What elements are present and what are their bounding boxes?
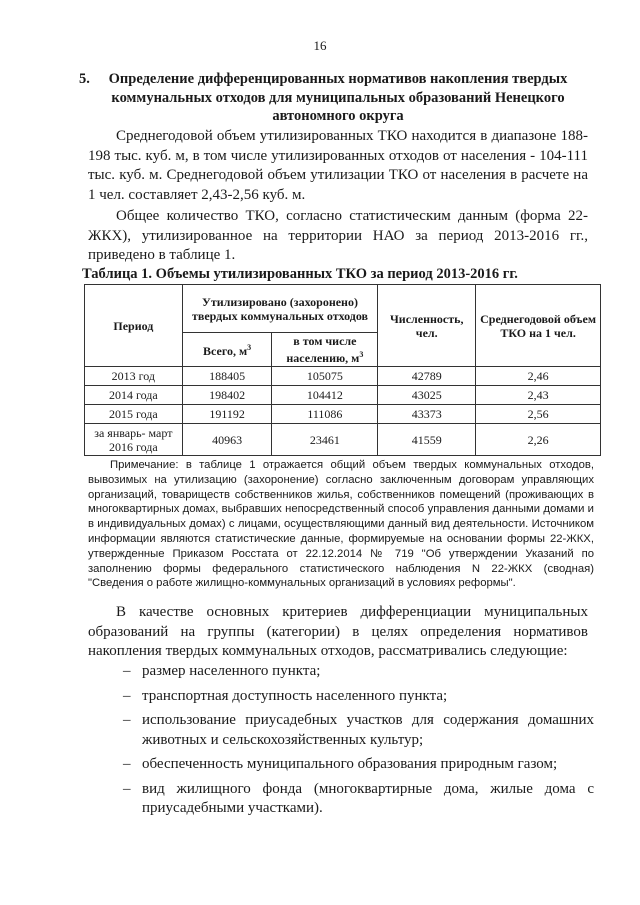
cell-period: 2015 года (85, 405, 183, 424)
list-item (123, 687, 594, 707)
list-dash: – (123, 687, 131, 704)
utilization-table (84, 284, 601, 456)
cell-avg: 2,26 (476, 424, 601, 456)
cell-count: 41559 (378, 424, 476, 456)
cell-count: 43025 (378, 386, 476, 405)
cell-total: 191192 (182, 405, 272, 424)
header-total: Всего, $м^3$ (182, 333, 272, 367)
cell-avg: 2,46 (476, 367, 601, 386)
cell-total: 188405 (182, 367, 272, 386)
paragraph-criteria-intro (88, 603, 588, 662)
cell-avg: 2,56 (476, 405, 601, 424)
cell-population-part: 111086 (272, 405, 378, 424)
cell-total: 198402 (182, 386, 272, 405)
cell-period: 2014 года (85, 386, 183, 405)
cell-avg: 2,43 (476, 386, 601, 405)
list-item (123, 711, 594, 750)
cell-population-part: 23461 (272, 424, 378, 456)
section-title: Определение дифференцированных нормативов накопления твердых коммунальных отходов для муниципальных образований Ненецкого автономного округа (108, 71, 568, 124)
paragraph-table-intro (88, 207, 588, 266)
cell-period: за январь- март 2016 года (85, 424, 183, 456)
cell-period: 2013 год (85, 367, 183, 386)
list-item-text: обеспеченность муниципального образования природным газом; (142, 756, 558, 772)
cell-total: 40963 (182, 424, 272, 456)
header-avg-volume: Среднегодовой объем ТКО на 1 чел. (476, 285, 601, 367)
list-item (123, 662, 594, 682)
paragraph-text: В качестве основных критериев дифференциации муниципальных образований на группы (категории) в целях определения нормативов накопления твердых коммунальных отходов, рассматривались следующие: (88, 604, 588, 659)
cell-population-part: 105075 (272, 367, 378, 386)
list-dash: – (123, 712, 131, 728)
list-item-text: использование приусадебных участков для содержания домашних животных и сельскохозяйственных культур; (142, 712, 594, 748)
cell-count: 43373 (378, 405, 476, 424)
criteria-list (123, 662, 594, 824)
table-note (88, 458, 594, 591)
table-title: Таблица 1. Объемы утилизированных ТКО за период 2013-2016 гг. (82, 266, 518, 282)
list-item (123, 755, 594, 775)
list-item (123, 780, 594, 819)
section-heading (79, 70, 588, 126)
paragraph-text: Общее количество ТКО, согласно статистическим данным (форма 22-ЖКХ), утилизированное на территории НАО за период 2013-2016 гг., приведено в таблице 1. (88, 208, 588, 263)
header-utilized-group: Утилизировано (захоронено) твердых коммунальных отходов (182, 285, 378, 333)
cell-count: 42789 (378, 367, 476, 386)
page-number: 16 (313, 38, 327, 53)
table-header-row (85, 285, 601, 333)
section-number: 5. (79, 71, 90, 87)
paragraph-volume-summary (88, 127, 588, 205)
table-row (85, 424, 601, 456)
header-incl-population: в том числе населению, $м^3$ (272, 333, 378, 367)
list-item-text: размер населенного пункта; (142, 663, 321, 679)
table-row (85, 386, 601, 405)
list-dash: – (123, 780, 131, 797)
list-dash: – (123, 663, 131, 679)
cell-population-part: 104412 (272, 386, 378, 405)
list-item-text: транспортная доступность населенного пункта; (142, 687, 448, 704)
paragraph-text: Среднегодовой объем утилизированных ТКО находится в диапазоне 188-198 тыс. куб. м, в том числе утилизированных отходов от населения - 104-111 тыс. куб. м. Среднегодовой объем утилизации ТКО от населения в расчете на 1 чел. составляет 2,43-2,56 куб. м. (88, 128, 588, 203)
list-item-text: вид жилищного фонда (многоквартирные дома, жилые дома с приусадебными участками). (142, 780, 594, 816)
table-row (85, 367, 601, 386)
list-dash: – (123, 756, 131, 772)
header-population: Численность, чел. (378, 285, 476, 367)
table-row (85, 405, 601, 424)
note-text: Примечание: в таблице 1 отражается общий объем твердых коммунальных отходов, вывозимых на утилизацию (захоронение) согласно заключенным договорам управляющих организаций, товариществ собственников жилья, собственников помещений (проживающих в многоквартирных домах, выбравших непосредственный способ управления данными домами и в индивидуальных домах) с лицами, осуществляющими данный вид деятельности. Источником информации являются статистические данные, формируемые на основании формы 22-ЖКХ, утвержденные Приказом Росстата от 22.12.2014 № 719 "Об утверждении Указаний по заполнению формы федерального статистического наблюдения N 22-ЖКХ (сводная) "Сведения о работе жилищно-коммунальных организаций в условиях реформы". (88, 459, 594, 590)
header-period: Период (85, 285, 183, 367)
